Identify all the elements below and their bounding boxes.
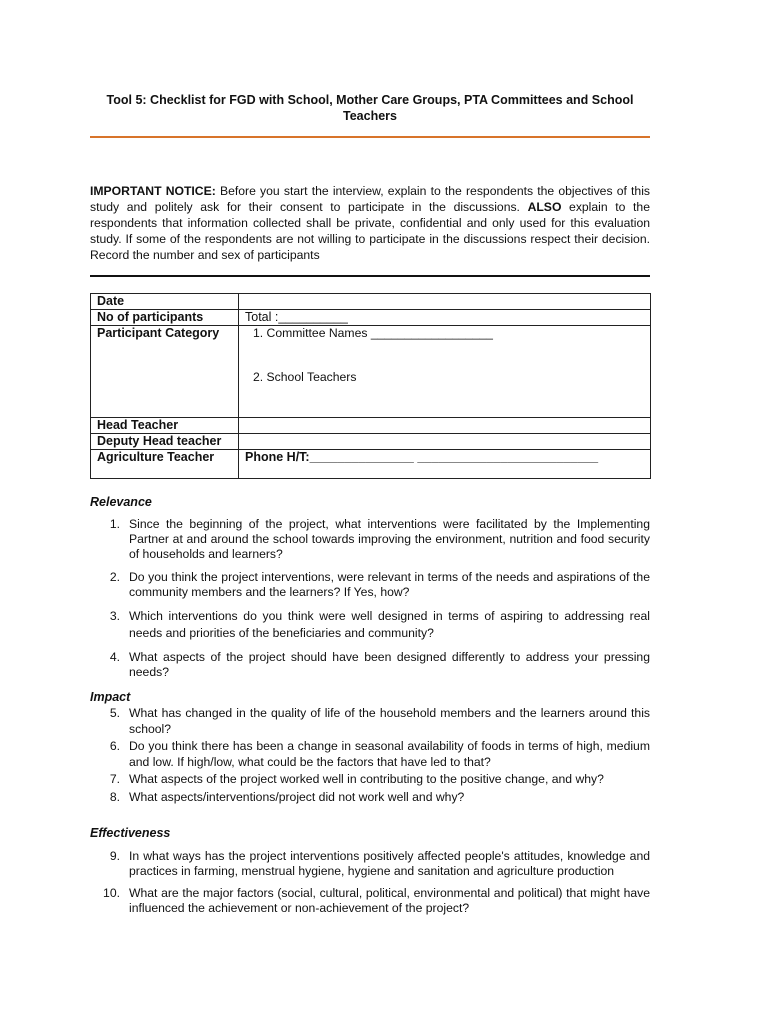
list-item	[90, 739, 650, 770]
question-number: 7.	[109, 772, 120, 786]
table-row	[91, 294, 651, 310]
table-row	[91, 450, 651, 479]
effectiveness-questions	[90, 849, 650, 916]
document-title	[90, 92, 650, 124]
category-value[interactable]	[239, 326, 651, 418]
participants-label: No of participants	[91, 310, 239, 326]
list-item	[90, 772, 650, 788]
head-teacher-label: Head Teacher	[91, 418, 239, 434]
notice-text-b: explain to the respondents that information collected shall be private, confidential and only used for this evaluation study. If some of the respondents are not willing to participate in the discussions respect their decision. Record the number and sex of participants	[90, 200, 650, 262]
question-text: Do you think there has been a change in seasonal availability of foods in terms of high, medium and low. If high/low, what could be the factors that have led to that?	[129, 739, 650, 769]
table-row	[91, 310, 651, 326]
deputy-value[interactable]	[239, 434, 651, 450]
notice-text-a: Before you start the interview, explain to the respondents the objectives of this study and politely ask for their consent to participate in the discussions.	[90, 184, 650, 214]
question-text: What has changed in the quality of life of the household members and the learners around this school?	[129, 706, 650, 736]
question-number: 2.	[109, 570, 120, 584]
deputy-label: Deputy Head teacher	[91, 434, 239, 450]
question-number: 5.	[109, 706, 120, 720]
question-text: In what ways has the project interventions positively affected people's attitudes, knowledge and practices in farming, menstrual hygiene, hygiene and sanitation and agriculture production	[129, 849, 650, 878]
question-text: Which interventions do you think were well designed in terms of aspiring to addressing real needs and priorities of the beneficiaries and community?	[129, 609, 650, 640]
question-text: What aspects/interventions/project did not work well and why?	[129, 789, 465, 804]
question-number: 3.	[109, 609, 120, 623]
impact-questions	[90, 706, 650, 805]
impact-heading: Impact	[90, 690, 131, 704]
question-text: What are the major factors (social, cultural, political, environmental and political) that might have influenced the achievement or non-achievement of the project?	[129, 886, 650, 915]
notice-label: IMPORTANT NOTICE:	[90, 184, 216, 198]
agri-label: Agriculture Teacher	[91, 450, 239, 479]
list-item	[90, 886, 650, 916]
relevance-heading: Relevance	[90, 495, 152, 509]
effectiveness-heading: Effectiveness	[90, 826, 171, 840]
relevance-questions	[90, 517, 650, 680]
list-item	[90, 517, 650, 562]
title-divider	[90, 136, 650, 138]
question-number: 6.	[109, 739, 120, 753]
question-number: 9.	[109, 849, 120, 863]
category-item-1: 1. Committee Names __________________	[253, 326, 493, 340]
notice-also: ALSO	[527, 200, 562, 214]
head-teacher-value[interactable]	[239, 418, 651, 434]
list-item	[90, 608, 650, 642]
phone-value[interactable]: Phone H/T:_______________ __________________________	[239, 450, 651, 479]
question-number: 10.	[103, 886, 120, 900]
table-row	[91, 418, 651, 434]
participant-info-table	[90, 293, 651, 479]
list-item	[90, 706, 650, 737]
question-text: Since the beginning of the project, what interventions were facilitated by the Implementing Partner at and around the school towards improving the environment, nutrition and food security of households and learners?	[129, 517, 650, 561]
important-notice	[90, 183, 650, 263]
question-text: What aspects of the project worked well in contributing to the positive change, and why?	[129, 772, 604, 786]
list-item	[90, 650, 650, 680]
category-item-2: 2. School Teachers	[253, 370, 357, 384]
list-item	[90, 570, 650, 600]
participants-value[interactable]: Total :__________	[239, 310, 651, 326]
table-row	[91, 434, 651, 450]
title-line-2: Teachers	[343, 109, 397, 123]
question-number: 4.	[109, 650, 120, 664]
date-value[interactable]	[239, 294, 651, 310]
category-label: Participant Category	[91, 326, 239, 418]
date-label: Date	[91, 294, 239, 310]
question-number: 1.	[109, 517, 120, 531]
question-number: 8.	[109, 789, 120, 804]
question-text: What aspects of the project should have been designed differently to address your pressing needs?	[129, 650, 650, 679]
title-line-1: Tool 5: Checklist for FGD with School, Mother Care Groups, PTA Committees and School	[106, 93, 634, 107]
list-item	[90, 849, 650, 879]
table-row	[91, 326, 651, 418]
question-text: Do you think the project interventions, were relevant in terms of the needs and aspirations of the community members and the learners? If Yes, how?	[129, 570, 650, 599]
list-item	[90, 790, 650, 806]
notice-divider	[90, 275, 650, 277]
